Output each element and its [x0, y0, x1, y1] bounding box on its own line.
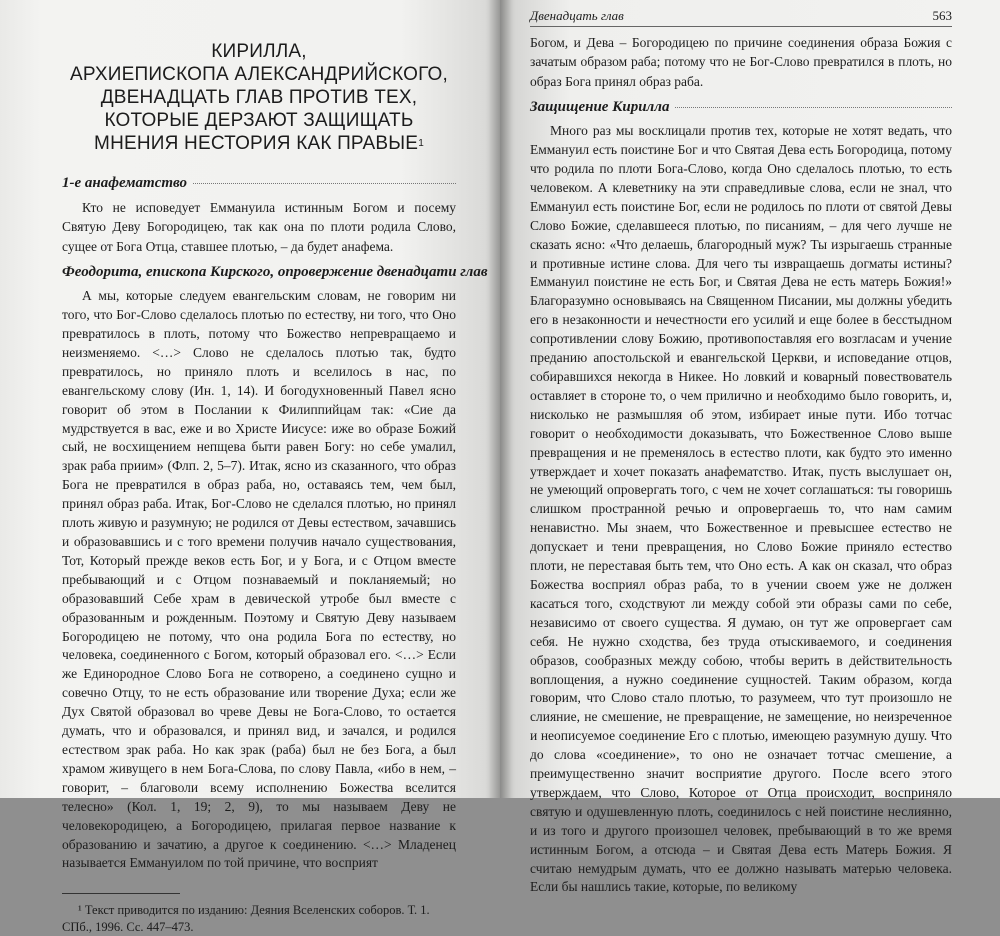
continuation-paragraph: Богом, и Дева – Богородицею по причине соединения образа Божия с зачатым образом раба; потому что не Бог-Слово превратился в плоть, но образ Бога принял образ раба. — [530, 35, 952, 89]
section-heading-cyril-defense — [530, 99, 952, 116]
heading-rule — [675, 107, 952, 108]
title-line: МНЕНИЯ НЕСТОРИЯ КАК ПРАВЫЕ — [94, 133, 419, 154]
section-heading-theodoret — [62, 264, 488, 281]
section-heading-text: Феодорита, епископа Кирского, опровержение двенадцати глав — [62, 264, 488, 281]
chapter-title — [62, 40, 456, 155]
title-line: КИРИЛЛА, — [211, 41, 307, 62]
left-page — [0, 0, 500, 935]
title-line: АРХИЕПИСКОПА АЛЕКСАНДРИЙСКОГО, — [69, 64, 449, 85]
right-page — [500, 0, 1000, 895]
running-head-title: Двенадцать глав — [530, 8, 624, 23]
running-header — [530, 8, 952, 27]
footnote-mark: 1 — [418, 138, 424, 149]
footnote-separator — [62, 893, 180, 894]
title-line: КОТОРЫЕ ДЕРЗАЮТ ЗАЩИЩАТЬ — [104, 110, 414, 131]
title-line: ДВЕНАДЦАТЬ ГЛАВ ПРОТИВ ТЕХ, — [100, 87, 418, 108]
heading-rule — [193, 183, 456, 184]
section-heading-anathema — [62, 175, 456, 192]
section-heading-text: Защищение Кирилла — [530, 99, 670, 116]
section-heading-text: 1-е анафематство — [62, 175, 188, 191]
footnote: ¹ Текст приводится по изданию: Деяния Вселенских соборов. Т. 1. СПб., 1996. Сс. 447–473. — [62, 903, 430, 935]
theodoret-paragraph: А мы, которые следуем евангельским словам, не говорим ни того, что Бог-Слово сделалось плотью по естеству, ни того, что Оно превратилось в плоть, потому что Божество непревращаемо и неизменяемо. <…> Слово не сделалось плотью так, будто превратилось, но приняло плоть и вселилось в нас, по евангельскому слову (Ин. 1, 14). И богодухновенный Павел ясно говорит об этом в Послании к Филиппийцам так: «Сие да мудрствуется в вас, еже и во Христе Иисусе: иже во образе Божий сый, не восхищением непщева быти равен Богу: но себе умалил, зрак раба приим» (Флп. 2, 5–7). Итак, ясно из сказанного, что образ Бога не превратился в образ раба, но, оставаясь тем, чем был, принял образ раба. Итак, Бог-Слово не сделался плотью, но принял плоть живую и разумную; не родился от Девы естеством, зачавшись и образовавшись и с того времени получив начало существования, Тот, Который прежде веков есть Бог, и у Бога, и с Отцом вместе пребывающий и с Отцом познаваемый и покланяемый; но образовавший Себе храм в девической утробе был вместе с образованным и рожденным. Поэтому и Святую Деву называем Богородицею не потому, что она родила Бога по естеству, но человека, соединенного с Богом, который образовал его. <…> Если же Единородное Слово Бога не сотворено, а соединено сущно и совечно Отцу, то не есть образование или творение Духа; если же Дух Святой образовал во чреве Девы не Бога-Слово, то остается думать, что и образовался, и принял вид, и зачался, и родился естеством зрак раба. Но как зрак (раба) был не без Бога, а был храмом живущего в нем Бога-Слова, по слову Павла, «ибо в нем, – говорит, – благоволи всему исполнению Божества вселится телесно» (Кол. 1, 19; 2, 9), то мы называем Деву не человекородицею, а Богородицею, прилагая первое название к образованию и зачатию, а другое к соединению. <…> Младенец называется Еммануилом по той причине, что восприят — [62, 288, 456, 871]
anathema-paragraph: Кто не исповедует Еммануила истинным Богом и посему Святую Деву Богородицею, так как она по плоти родила Слово, сущее от Бога Отца, ставшее плотью, – да будет анафема. — [62, 200, 456, 254]
page-number: 563 — [932, 8, 952, 23]
cyril-defense-paragraph: Много раз мы восклицали против тех, которые не хотят ведать, что Еммануил есть поистине Бог и что Святая Дева есть Богородица, потому что родила по плоти Бога-Слово, когда Оно сделалось плотью, то есть человеком. А клеветнику на эти справедливые слова, если не знал, что Еммануил есть поистине Бог, если не родилось по плоти от святой Девы Слово Божие, сделавшееся плотью, по писаниям, – для чего лучше не сказать ясно: «Что делаешь, благородный муж? Ты изрыгаешь странные и противные истине слова. Для чего ты извращаешь догматы истины? Еммануил поистине не есть Бог, и Святая Дева не есть матерь Божия!» Благоразумно основываясь на Священном Писании, мы должны убедить его в незаконности и нечестности его усилий и еще более в бесстыдном сопротивлении слову Божию, противопоставляя его возгласам и учение преданию апостольской и евангельской Церкви, и исповедание отцов, собиравшихся некогда в Никее. Но ловкий и коварный повествователь оставляет в стороне то, о чем прилично и необходимо было говорить, и, нисколько не размышляя об этом, избирает иные пути. Ибо тотчас говорит о необходимости доказывать, что Божественное Слово выше превращения и не пременялось в естество плоти, как будто это именно утверждает и хочет показать анафематство. Итак, пусть выслушает он, не умеющий опровергать того, с чем не хочет соглашаться: ты говоришь слишком пространной речью и опровергаешь то, что нам самим ненавистно. Мы знаем, что Божественное и превысшее естество не допускает и тени превращения, но Слово Божие приняло естество плоти, не переставая быть тем, что Оно есть. А как он сказал, что образ Божества восприял образ раба, то в учении своем уже не должен касаться того, сходствуют ли между собой эти образы сами по себе, независимо от своего существа. Я думаю, он тут же опровергает сам себя. Не нужно сходства, без труда отыскиваемого, и соединения образов, сообразных между собою, чтобы верить в действительность воплощения, а нужно соединение сущностей. Таким образом, когда говорим, что Слово стало плотью, то разумеем, что тут произошло не слияние, не смешение, не превращение, не замещение, но неизреченное и неописуемое соединение Его с плотью, имеющею разумную душу. Что до слова «соединение», то оно не означает тотчас смешение, а преимущественно значит восприятие другого. После всего этого утверждаем, что Слово, Которое от Отца происходит, восприняло святую и одушевленную плоть, соединилось с ней поистине неслиянно, и из того и другого произошел человек, пребывающий в то же время истинным Богом, а отсюда – и Святая Дева есть Матерь Божия. Я считаю немудрым думать, что ее должно называть матерью человека. Если бы нашлись такие, которые, по великому — [530, 123, 952, 895]
